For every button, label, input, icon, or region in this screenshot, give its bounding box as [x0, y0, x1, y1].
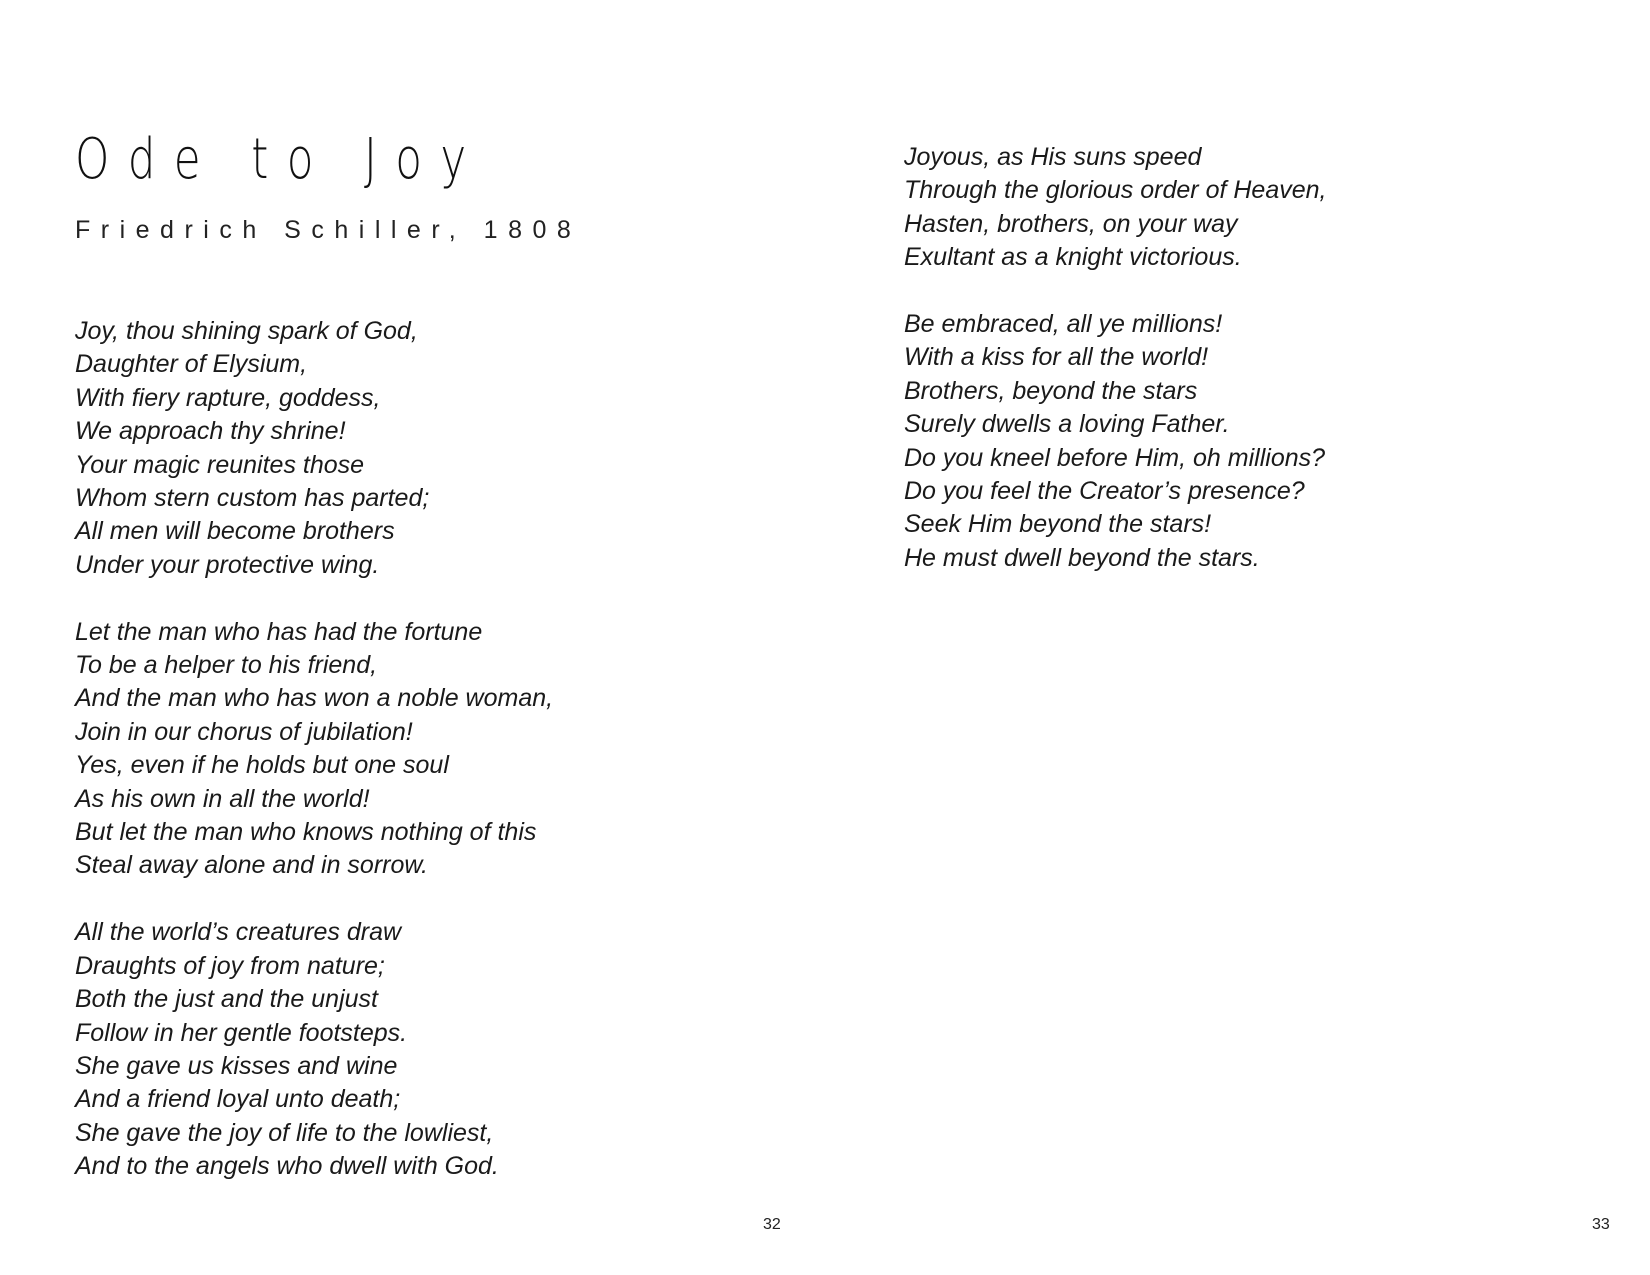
poem-line: With fiery rapture, goddess, — [75, 383, 381, 412]
stanza — [75, 916, 553, 1183]
page-number-left: 32 — [763, 1216, 781, 1233]
poem-line: Hasten, brothers, on your way — [904, 209, 1238, 238]
poem-text-right — [904, 141, 1326, 575]
poem-line: Brothers, beyond the stars — [904, 376, 1198, 405]
poem-author: Friedrich Schiller, 1808 — [75, 216, 582, 244]
stanza — [904, 308, 1326, 575]
poem-line: Daughter of Elysium, — [75, 350, 308, 379]
poem-line: To be a helper to his friend, — [75, 651, 378, 680]
poem-line: Follow in her gentle footsteps. — [75, 1018, 408, 1047]
poem-line: But let the man who knows nothing of this — [75, 818, 537, 847]
poem-line: And a friend loyal unto death; — [75, 1085, 401, 1114]
poem-line: She gave us kisses and wine — [75, 1051, 398, 1080]
poem-line: Whom stern custom has parted; — [75, 484, 430, 513]
poem-line: Be embraced, all ye millions! — [904, 310, 1223, 339]
poem-line: Draughts of joy from nature; — [75, 951, 385, 980]
page-number-right: 33 — [1592, 1216, 1610, 1233]
poem-line: Exultant as a knight victorious. — [904, 243, 1242, 272]
poem-line: He must dwell beyond the stars. — [904, 543, 1260, 572]
poem-line: And the man who has won a noble woman, — [75, 684, 554, 713]
right-page — [825, 0, 1650, 1275]
poem-line: Joyous, as His suns speed — [904, 143, 1202, 171]
poem-line: Through the glorious order of Heaven, — [904, 176, 1327, 205]
poem-line: Steal away alone and in sorrow. — [75, 851, 428, 880]
poem-line: Do you feel the Creator’s presence? — [904, 477, 1305, 506]
poem-line: Let the man who has had the fortune — [75, 617, 483, 646]
poem-line: Joy, thou shining spark of God, — [75, 317, 418, 345]
poem-line: All men will become brothers — [75, 517, 395, 546]
poem-line: As his own in all the world! — [75, 784, 370, 813]
poem-text-left — [75, 315, 553, 1184]
poem-line: Your magic reunites those — [75, 450, 365, 479]
poem-title: Ode to Joy — [75, 127, 485, 192]
poem-line: All the world’s creatures draw — [75, 918, 402, 947]
stanza — [75, 616, 553, 883]
stanza — [904, 141, 1326, 275]
poem-line: With a kiss for all the world! — [904, 343, 1209, 372]
poem-line: Both the just and the unjust — [75, 985, 378, 1014]
poem-line: Under your protective wing. — [75, 550, 380, 579]
poem-line: Join in our chorus of jubilation! — [75, 717, 413, 746]
poem-line: Seek Him beyond the stars! — [904, 510, 1212, 539]
poem-line: Do you kneel before Him, oh millions? — [904, 443, 1326, 472]
poem-line: Yes, even if he holds but one soul — [75, 751, 449, 780]
poem-line: She gave the joy of life to the lowliest, — [75, 1118, 494, 1147]
poem-line: And to the angels who dwell with God. — [75, 1152, 499, 1181]
stanza — [75, 315, 553, 582]
poem-line: Surely dwells a loving Father. — [904, 410, 1230, 439]
poem-line: We approach thy shrine! — [75, 417, 346, 446]
